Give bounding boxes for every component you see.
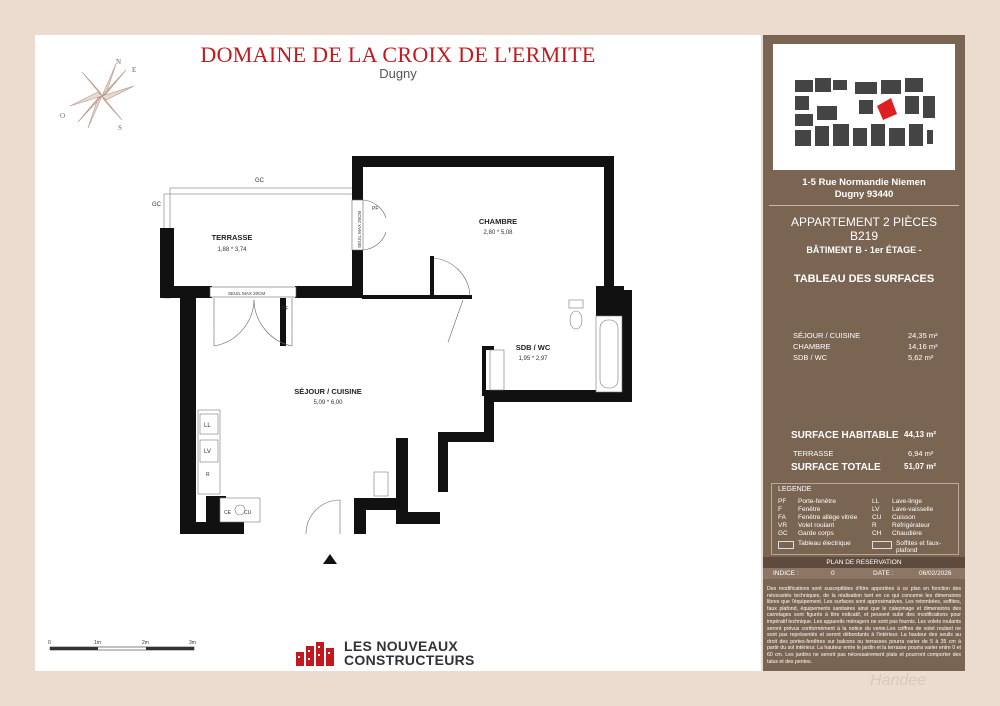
developer-logo: [296, 638, 516, 672]
legend-box: LEGENDE PF Porte-fenêtre LL Lave-linge F Fenêtre LV Lave-vaisselle FA Fenêtre allège vitrée CU Cuisson VR Volet roulant R Réfrigérateur GC Garde corps CH Chaudière Tableau électrique Soffites et faux-plafond: [771, 483, 959, 555]
room-terrasse-dims: 1,88 * 3,74: [217, 247, 247, 253]
ll-label: LL: [204, 423, 211, 429]
surface-terrasse: TERRASSE 6,94 m²: [793, 449, 934, 458]
surface-table-title: TABLEAU DES SURFACES: [793, 273, 935, 285]
pf-label-1: PF: [282, 306, 289, 312]
address-line2: Dugny 93440: [834, 189, 894, 200]
ce-label: CE: [224, 510, 231, 516]
gc-left-label: GC: [152, 202, 161, 208]
r-label: R: [206, 472, 210, 478]
legend-tableau: Tableau électrique: [798, 540, 851, 547]
room-sdb-dims: 1,95 * 2,97: [518, 356, 548, 362]
surface-row: SDB / WC 5,62 m²: [793, 353, 934, 362]
room-sejour-name: SÉJOUR / CUISINE: [294, 387, 362, 396]
svg-text:3m: 3m: [189, 640, 196, 646]
seuil-vertical-label: SEUIL MAX 20CM: [357, 210, 362, 248]
seuil-horizontal-label: SEUIL MAX 20CM: [228, 291, 266, 296]
logo-line1: LES NOUVEAUX: [344, 638, 459, 654]
logo-mark-icon: [296, 638, 340, 668]
apartment-type: APPARTEMENT 2 PIÈCES: [790, 215, 938, 229]
divider: [769, 205, 959, 206]
terrace-railing-top: [170, 188, 358, 194]
logo-line2: CONSTRUCTEURS: [344, 652, 475, 668]
room-sdb-name: SDB / WC: [515, 343, 551, 352]
cu-label: CU: [244, 510, 252, 516]
svg-text:2m: 2m: [142, 640, 149, 646]
compass-n: N: [116, 58, 122, 66]
floor-plan: [140, 150, 660, 570]
apartment-number: B219: [849, 229, 879, 243]
address-line1: 1-5 Rue Normandie Niemen: [802, 177, 926, 188]
surface-row: CHAMBRE 14,16 m²: [793, 342, 938, 351]
info-panel: [763, 35, 965, 671]
svg-text:0: 0: [48, 640, 51, 646]
room-chambre-name: CHAMBRE: [478, 217, 518, 226]
project-title: DOMAINE DE LA CROIX DE L'ERMITE: [200, 42, 596, 67]
compass-s: S: [118, 124, 122, 132]
tableau-electrique-swatch: [778, 541, 794, 549]
building-floor: BÂTIMENT B - 1er ÉTAGE -: [806, 245, 922, 255]
room-sejour-dims: 5,09 * 6,00: [313, 400, 343, 406]
scale-bar: [48, 638, 208, 658]
svg-text:1m: 1m: [94, 640, 101, 646]
soffites-swatch: [872, 541, 892, 549]
building-key-map: [773, 44, 955, 170]
compass-e: E: [132, 66, 137, 74]
gc-top-label: GC: [255, 178, 264, 184]
entrance-arrow-icon: [323, 554, 337, 564]
surface-row: SÉJOUR / CUISINE 24,35 m²: [793, 331, 938, 340]
walls: [160, 156, 632, 534]
lv-label: LV: [204, 449, 211, 455]
watermark: Handee: [870, 672, 927, 689]
project-city: Dugny: [379, 66, 417, 81]
compass-o: O: [60, 112, 66, 120]
pf-label-2: PF: [372, 206, 379, 212]
surface-totale: SURFACE TOTALE 51,07 m²: [791, 462, 937, 473]
room-chambre-dims: 2,80 * 5,08: [483, 230, 513, 236]
room-terrasse-name: TERRASSE: [211, 233, 253, 242]
legend-title: LEGENDE: [778, 486, 812, 493]
door-swings: [211, 200, 470, 534]
surface-habitable: SURFACE HABITABLE 44,13 m²: [791, 430, 937, 441]
compass-rose-icon: [58, 56, 148, 136]
disclaimer-text: Des modifications sont susceptibles d'être apportées à ce plan en fonction des nécessités techniques, de la réalisation tant en ce qui concerne les dimensions libres que l'équipement. Les surfaces sont approximatives. Les retombées, soffites, faux plafond, équipements sanitaires ainsi que le calepinage et dimensions des carrelages sont figurés à titre indicatif, et peuvent subir des modifications pour impératif technique. Les appareils ménagers ne sont pas fournis. Les volets roulants seront prévus conformément à la notice du vente.Les coffres de volet roulant ne sont pas représentés et seront débordants à l'intérieur. La hauteur des seuils au droit des portes-fenêtres sur balcons ou terrasses pourra varier de 5 à 35 cm à partir du sol intérieur. La hauteur entre le jardin et la terrasse pourra varier entre 0 et 60 cm. Les jardins ne seront pas nécessairement plats et pourront comporter des talus et des pentes.: [767, 586, 961, 665]
reservation-title: PLAN DE RESERVATION: [763, 557, 965, 568]
reservation-block: PLAN DE RESERVATION INDICE : 0 DATE : 06/02/2026: [763, 557, 965, 579]
legend-soffites: Soffites et faux-plafond: [896, 540, 942, 554]
